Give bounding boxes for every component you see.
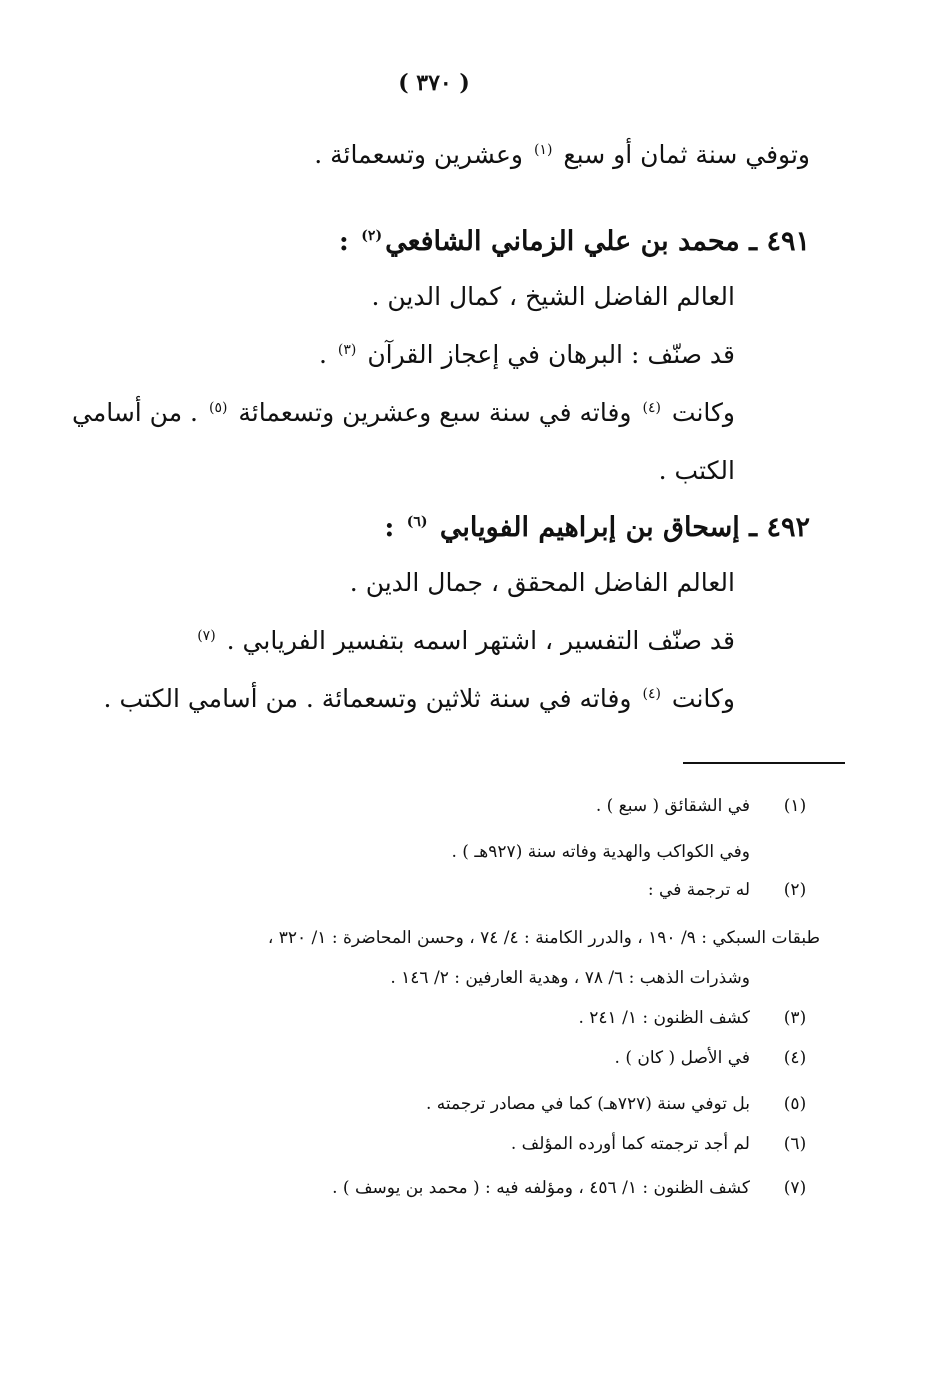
- book-page: ( ٣٧٠ ) وتوفي سنة ثمان أو سبع $^{(١)}$ وعشرين وتسعمائة . ٤٩١ ـ محمد بن علي الزماني الشافعي$^{(٢)}$ : العالم الفاضل الشيخ ، كمال الدين . قد صنّف : البرهان في إعجاز القرآن $^{(٣)}$ . وكانت $^{(٤)}$ وفاته في سنة سبع وعشرين وتسعمائة $^{(٥)}$ . من أسامي الكتب . ٤٩٢ ـ إسحاق بن إبراهيم الفويابي $^{(٦)}$ : العالم الفاضل المحقق ، جمال الدين . قد صنّف التفسير ، اشتهر اسمه بتفسير الفريابي . $^{(٧)}$ وكانت $^{(٤)}$ وفاته في سنة ثلاثين وتسعمائة . من أسامي الكتب . (١) في الشقائق ( سبع ) . وفي الكواكب والهدية وفاته سنة (٩٢٧هـ ) . (٢) له ترجمة في : طبقات السبكي : ٩/ ١٩٠ ، والدرر الكامنة : ٤/ ٧٤ ، وحسن المحاضرة : ١/ ٣٢٠ ، وشذرات الذهب : ٦/ ٧٨ ، وهدية العارفين : ٢/ ١٤٦ . (٣) كشف الظنون : ١/ ٢٤١ . (٤) في الأصل ( كان ) . (٥) بل توفي سنة (٧٢٧هـ) كما في مصادر ترجمته . (٦) لم أجد ترجمته كما أورده المؤلف . (٧) كشف الظنون : ١/ ٤٥٦ ، ومؤلفه فيه : ( محمد بن يوسف ) .: [0, 0, 950, 1377]
- text-line: وكانت $^{(٤)}$ وفاته في سنة ثلاثين وتسعمائة . من أسامي الكتب .: [103, 684, 735, 713]
- text-line: الكتب .: [658, 456, 735, 485]
- text-line: العالم الفاضل الشيخ ، كمال الدين .: [371, 282, 735, 311]
- footnote-ref: (١): [533, 141, 553, 158]
- text-line: وكانت $^{(٤)}$ وفاته في سنة سبع وعشرين وتسعمائة $^{(٥)}$ . من أسامي: [72, 398, 735, 427]
- page-number: ( ٣٧٠ ): [398, 70, 470, 96]
- text-line: قد صنّف : البرهان في إعجاز القرآن $^{(٣)}$ .: [318, 340, 735, 369]
- entry-heading-491: ٤٩١ ـ محمد بن علي الزماني الشافعي$^{(٢)}$ :: [338, 226, 810, 257]
- footnote-ref: (٧): [197, 627, 216, 644]
- footnote-ref: (٦): [406, 514, 428, 530]
- footnote-separator: [683, 762, 845, 764]
- entry-heading-492: ٤٩٢ ـ إسحاق بن إبراهيم الفويابي $^{(٦)}$ :: [384, 512, 810, 543]
- footnote-ref: (٢): [361, 228, 383, 244]
- footnote-ref: (٥): [208, 399, 228, 416]
- text-line: قد صنّف التفسير ، اشتهر اسمه بتفسير الفريابي . $^{(٧)}$: [197, 626, 735, 655]
- footnote-ref: (٣): [337, 341, 357, 358]
- footnote-ref: (٤): [642, 685, 661, 702]
- footnote-ref: (٤): [642, 399, 661, 416]
- text-line: وتوفي سنة ثمان أو سبع $^{(١)}$ وعشرين وتسعمائة .: [314, 140, 810, 169]
- text-line: العالم الفاضل المحقق ، جمال الدين .: [349, 568, 735, 597]
